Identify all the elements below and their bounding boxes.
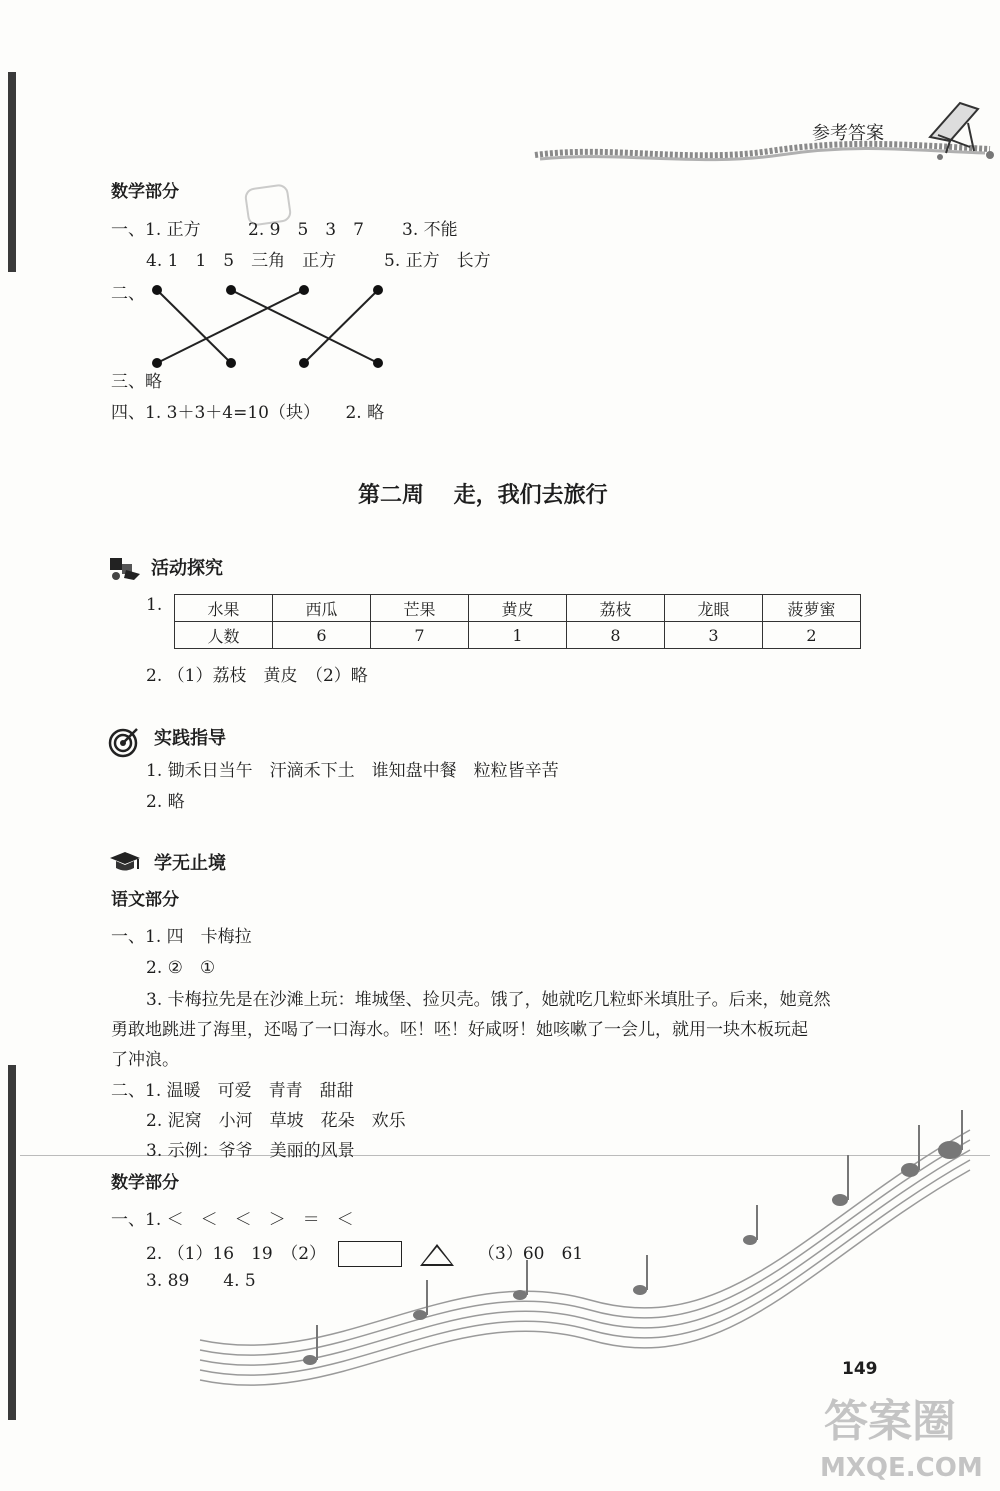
chinese-q2-3: 3. 示例：爷爷 美丽的风景: [146, 1141, 355, 1161]
chapter-title: 第二周 走，我们去旅行: [358, 483, 608, 508]
match-dot: [226, 358, 236, 368]
chinese-q2-1: 二、1. 温暖 可爱 青青 甜甜: [111, 1081, 354, 1101]
chinese-q1-1: 一、1. 四 卡梅拉: [111, 927, 252, 947]
match-line-1: [157, 290, 231, 363]
math2-q1-1: 一、1. ＜ ＜ ＜ ＞ ＝ ＜: [111, 1210, 354, 1230]
table-row: [175, 595, 861, 622]
math1-q1-a: 一、1. 正方: [111, 220, 201, 240]
puzzle-icon: [108, 556, 142, 582]
header-wave-decoration: [530, 95, 1000, 175]
chinese-q1-3-line3: 了冲浪。: [111, 1050, 179, 1070]
chinese-q2-2: 2. 泥窝 小河 草坡 花朵 欢乐: [146, 1111, 406, 1131]
table-row: [175, 622, 861, 649]
table-cell: 黄皮: [469, 595, 567, 622]
match-dot: [152, 285, 162, 295]
table-cell: 1: [469, 622, 567, 649]
watermark-url: MXQE.COM: [820, 1453, 983, 1483]
match-dot: [299, 285, 309, 295]
chinese-heading: 语文部分: [111, 890, 179, 910]
music-note-icon: [303, 1141, 962, 1365]
math2-q1-3: 3. 89 4. 5: [146, 1271, 256, 1291]
table-cell: 6: [273, 622, 371, 649]
math2-q1-2-b: （3）60 61: [478, 1244, 584, 1264]
match-line-3: [231, 290, 378, 363]
match-dot: [373, 358, 383, 368]
math1-q3: 三、略: [111, 372, 162, 392]
table-cell: 8: [567, 622, 665, 649]
activity-heading: 活动探究: [151, 558, 223, 579]
watermark-brand: 答案圈: [824, 1396, 956, 1447]
math1-q1-b: 2. 9 5 3 7: [248, 220, 364, 240]
table-cell: 水果: [175, 595, 273, 622]
table-cell: 西瓜: [273, 595, 371, 622]
math1-q1-d: 4. 1 1 5 三角 正方: [146, 251, 337, 271]
table-cell: 2: [763, 622, 861, 649]
match-dot: [373, 285, 383, 295]
match-dot: [299, 358, 309, 368]
binding-edge-top: [8, 72, 16, 272]
match-dot: [152, 358, 162, 368]
table-cell: 龙眼: [665, 595, 763, 622]
match-line-4: [304, 290, 378, 363]
math-heading-2: 数学部分: [111, 1173, 179, 1193]
activity-q1-label: 1.: [146, 595, 163, 615]
match-line-2: [157, 290, 304, 363]
practice-q1: 1. 锄禾日当午 汗滴禾下土 谁知盘中餐 粒粒皆辛苦: [146, 761, 559, 781]
math1-q1-e: 5. 正方 长方: [384, 251, 491, 271]
math-heading-1: 数学部分: [111, 182, 179, 202]
chinese-q1-2: 2. ② ①: [146, 958, 216, 978]
page-number: 149: [842, 1359, 878, 1379]
chinese-q1-3-line1: 3. 卡梅拉先是在沙滩上玩：堆城堡、捡贝壳。饿了，她就吃几粒虾米填肚子。后来，她竟然: [146, 990, 831, 1010]
math1-q2-label: 二、: [111, 284, 145, 304]
binding-edge-bottom: [8, 1065, 16, 1420]
header-title: 参考答案: [812, 123, 884, 144]
practice-heading: 实践指导: [154, 728, 226, 749]
chinese-q1-3-line2: 勇敢地跳进了海里，还喝了一口海水。呸！呸！好咸呀！她咳嗽了一会儿，就用一块木板玩起: [111, 1020, 808, 1040]
fruit-table: [174, 594, 861, 649]
math1-q1-c: 3. 不能: [402, 220, 458, 240]
math1-q4: 四、1. 3＋3＋4=10（块） 2. 略: [111, 403, 385, 423]
table-cell: 菠萝蜜: [763, 595, 861, 622]
table-cell: 7: [371, 622, 469, 649]
activity-q2: 2. （1）荔枝 黄皮 （2）略: [146, 666, 368, 686]
match-dot: [226, 285, 236, 295]
table-cell: 芒果: [371, 595, 469, 622]
target-icon: [108, 726, 140, 758]
table-cell: 荔枝: [567, 595, 665, 622]
math2-q1-2-a: 2. （1）16 19 （2）: [146, 1244, 327, 1264]
table-cell: 人数: [175, 622, 273, 649]
practice-q2: 2. 略: [146, 792, 185, 812]
matching-lines-diagram: [145, 280, 395, 375]
learning-heading: 学无止境: [154, 853, 226, 874]
graduation-cap-icon: [108, 850, 142, 874]
table-cell: 3: [665, 622, 763, 649]
